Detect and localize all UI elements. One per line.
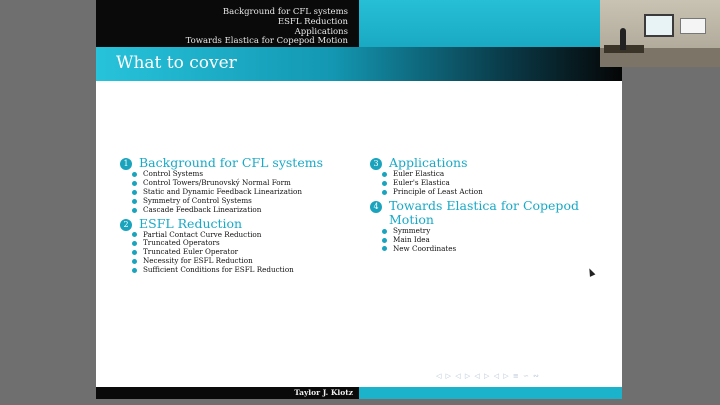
- bullet-dot-icon: [132, 199, 137, 204]
- bullet-dot-icon: [382, 238, 387, 243]
- toc-right-column: [370, 156, 610, 253]
- toc-item[interactable]: Sufficient Conditions for ESFL Reduction: [132, 266, 370, 275]
- nav-link-applications[interactable]: Applications: [294, 26, 348, 37]
- speaker-figure: [620, 28, 626, 50]
- bullet-dot-icon: [132, 190, 137, 195]
- toc-item[interactable]: Partial Contact Curve Reduction: [132, 231, 370, 240]
- toc-section-2[interactable]: [120, 217, 370, 276]
- toc-item[interactable]: Main Idea: [382, 236, 610, 245]
- toc-item[interactable]: Static and Dynamic Feedback Linearization: [132, 188, 370, 197]
- toc-section-3[interactable]: [370, 156, 610, 197]
- header-nav-right: [359, 0, 622, 47]
- projector-screen: [644, 14, 674, 37]
- bullet-dot-icon: [132, 250, 137, 255]
- toc-item[interactable]: Truncated Euler Operator: [132, 248, 370, 257]
- nav-link-background[interactable]: Background for CFL systems: [222, 7, 348, 17]
- footer-author: Taylor J. Klotz: [294, 388, 353, 397]
- toc-item[interactable]: New Coordinates: [382, 245, 610, 254]
- footer-right: [359, 387, 622, 399]
- bullet-dot-icon: [382, 229, 387, 234]
- nav-link-copepod[interactable]: Towards Elastica for Copepod Motion: [185, 36, 348, 47]
- section-title[interactable]: [389, 199, 579, 227]
- toc-left-column: [120, 156, 370, 275]
- bullet-dot-icon: [132, 208, 137, 213]
- bullet-dot-icon: [132, 241, 137, 246]
- toc-item[interactable]: Principle of Least Action: [382, 188, 610, 197]
- section-number-badge: 4: [370, 201, 382, 213]
- toc-item[interactable]: Symmetry: [382, 227, 610, 236]
- beamer-navigation-symbols[interactable]: ◁ ▷ ◁ ▷ ◁ ▷ ◁ ▷ ≡ ∽ ∾: [436, 372, 540, 380]
- section-navigation: [186, 8, 348, 47]
- bullet-dot-icon: [382, 190, 387, 195]
- bullet-dot-icon: [132, 259, 137, 264]
- slide: [96, 0, 622, 399]
- section-title[interactable]: Applications: [389, 155, 468, 170]
- bullet-dot-icon: [132, 172, 137, 177]
- section-title[interactable]: Background for CFL systems: [139, 155, 323, 170]
- bullet-dot-icon: [132, 181, 137, 186]
- bullet-dot-icon: [382, 181, 387, 186]
- section-title-line: Motion: [389, 211, 434, 227]
- section-number-badge: 3: [370, 158, 382, 170]
- wall-screen: [680, 18, 706, 34]
- toc-item[interactable]: Symmetry of Control Systems: [132, 197, 370, 206]
- section-number-badge: 2: [120, 219, 132, 231]
- section-title-line: Towards Elastica for Copepod: [389, 197, 579, 213]
- toc-item[interactable]: Euler's Elastica: [382, 179, 610, 188]
- bullet-dot-icon: [132, 232, 137, 237]
- frame-title-bar: [96, 47, 622, 81]
- toc-item[interactable]: Euler Elastica: [382, 170, 610, 179]
- toc-section-4[interactable]: [370, 199, 610, 254]
- bullet-dot-icon: [382, 172, 387, 177]
- speaker-webcam-thumbnail: [600, 0, 720, 67]
- bullet-dot-icon: [382, 246, 387, 251]
- toc-item[interactable]: Control Systems: [132, 170, 370, 179]
- section-number-badge: 1: [120, 158, 132, 170]
- toc-item[interactable]: Necessity for ESFL Reduction: [132, 257, 370, 266]
- section-title[interactable]: ESFL Reduction: [139, 215, 243, 231]
- nav-link-esfl[interactable]: ESFL Reduction: [277, 16, 348, 27]
- toc-item[interactable]: Control Towers/Brunovský Normal Form: [132, 179, 370, 188]
- frame-title: What to cover: [116, 53, 237, 73]
- toc-item[interactable]: Cascade Feedback Linearization: [132, 206, 370, 215]
- toc-section-1[interactable]: [120, 156, 370, 215]
- toc-item[interactable]: Truncated Operators: [132, 239, 370, 248]
- bullet-dot-icon: [132, 268, 137, 273]
